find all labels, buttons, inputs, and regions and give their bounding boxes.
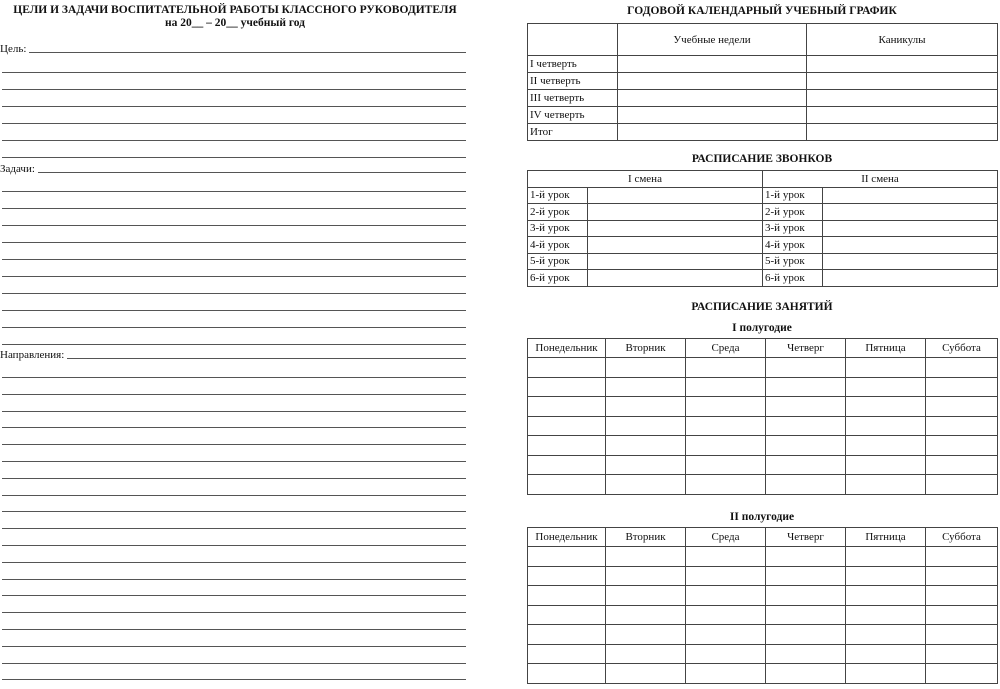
schedule-cell[interactable]: [926, 377, 998, 397]
lesson-label: 5-й урок: [528, 253, 588, 270]
schedule-cell[interactable]: [926, 644, 998, 664]
table-row: [528, 586, 998, 606]
table-row: [528, 237, 998, 254]
table-row: [528, 455, 998, 475]
ruled-line[interactable]: [2, 545, 466, 546]
goal-label: Цель:: [0, 43, 27, 55]
ruled-line[interactable]: [2, 242, 466, 243]
ruled-line[interactable]: [2, 579, 466, 580]
table-row: [528, 547, 998, 567]
directions-field[interactable]: [0, 349, 466, 361]
half2-title: II полугодие: [729, 511, 795, 523]
goals-subtitle: на 20__ – 20__ учебный год: [165, 17, 305, 29]
ruled-line[interactable]: [2, 72, 466, 73]
ruled-line[interactable]: [2, 344, 466, 345]
ruled-line[interactable]: [2, 259, 466, 260]
bell-time-cell[interactable]: [588, 187, 763, 204]
table-row: [528, 566, 998, 586]
ruled-line[interactable]: [2, 679, 466, 680]
annual-cell[interactable]: [807, 107, 998, 124]
shift2-header: II смена: [763, 171, 998, 188]
annual-table: [527, 23, 998, 141]
schedule-cell[interactable]: [686, 455, 766, 475]
schedule-cell[interactable]: [528, 605, 606, 625]
goal-line: [29, 51, 466, 53]
table-row: [528, 377, 998, 397]
table-row: [528, 107, 998, 124]
goal-field[interactable]: [0, 43, 466, 55]
lesson-label: 4-й урок: [763, 237, 823, 254]
ruled-line[interactable]: [2, 327, 466, 328]
day-header-wednesday: Среда: [686, 528, 766, 547]
table-row: [528, 664, 998, 684]
bell-time-cell[interactable]: [823, 204, 998, 221]
lesson-label: 5-й урок: [763, 253, 823, 270]
schedule-cell[interactable]: [766, 377, 846, 397]
day-header-friday: Пятница: [846, 528, 926, 547]
schedule-cell[interactable]: [606, 566, 686, 586]
annual-weeks-header: Учебные недели: [618, 24, 807, 56]
schedule-cell[interactable]: [766, 586, 846, 606]
ruled-line[interactable]: [2, 646, 466, 647]
table-row: [528, 397, 998, 417]
schedule-cell[interactable]: [926, 566, 998, 586]
ruled-line[interactable]: [2, 89, 466, 90]
ruled-line[interactable]: [2, 495, 466, 496]
bell-time-cell[interactable]: [588, 270, 763, 287]
annual-cell[interactable]: [618, 56, 807, 73]
table-row: [528, 73, 998, 90]
annual-cell[interactable]: [807, 90, 998, 107]
schedule-cell[interactable]: [766, 475, 846, 495]
table-row: [528, 124, 998, 141]
schedule-cell[interactable]: [926, 455, 998, 475]
annual-cell[interactable]: [807, 124, 998, 141]
schedule-cell[interactable]: [766, 664, 846, 684]
bell-time-cell[interactable]: [823, 237, 998, 254]
goals-title: ЦЕЛИ И ЗАДАЧИ ВОСПИТАТЕЛЬНОЙ РАБОТЫ КЛАССНОГО РУКОВОДИТЕЛЯ: [13, 4, 457, 16]
schedule-cell[interactable]: [606, 377, 686, 397]
schedule-cell[interactable]: [766, 455, 846, 475]
ruled-line[interactable]: [2, 444, 466, 445]
table-row: [528, 187, 998, 204]
schedule-cell[interactable]: [606, 436, 686, 456]
schedule-cell[interactable]: [846, 377, 926, 397]
schedule-cell[interactable]: [528, 644, 606, 664]
bell-time-cell[interactable]: [588, 220, 763, 237]
schedule-cell[interactable]: [686, 625, 766, 645]
table-row: [528, 644, 998, 664]
day-header-saturday: Суббота: [926, 528, 998, 547]
schedule-cell[interactable]: [528, 358, 606, 378]
schedule-cell[interactable]: [766, 625, 846, 645]
ruled-line[interactable]: [2, 276, 466, 277]
day-header-saturday: Суббота: [926, 339, 998, 358]
bell-time-cell[interactable]: [588, 253, 763, 270]
schedule-cell[interactable]: [766, 547, 846, 567]
bell-time-cell[interactable]: [588, 237, 763, 254]
ruled-line[interactable]: [2, 106, 466, 107]
annual-row-label: III четверть: [528, 90, 618, 107]
shift1-header: I смена: [528, 171, 763, 188]
schedule-cell[interactable]: [686, 377, 766, 397]
schedule-cell[interactable]: [606, 547, 686, 567]
day-header-tuesday: Вторник: [606, 528, 686, 547]
table-header-row: [528, 528, 998, 547]
schedule-cell[interactable]: [846, 358, 926, 378]
schedule-cell[interactable]: [926, 664, 998, 684]
annual-corner-cell: [528, 24, 618, 56]
day-header-monday: Понедельник: [528, 339, 606, 358]
schedule-cell[interactable]: [606, 644, 686, 664]
annual-cell[interactable]: [807, 73, 998, 90]
schedule-half2-table: [527, 527, 998, 684]
table-row: [528, 605, 998, 625]
schedule-cell[interactable]: [528, 455, 606, 475]
ruled-line[interactable]: [2, 528, 466, 529]
schedule-cell[interactable]: [686, 644, 766, 664]
day-header-monday: Понедельник: [528, 528, 606, 547]
schedule-cell[interactable]: [766, 605, 846, 625]
schedule-cell[interactable]: [766, 644, 846, 664]
schedule-cell[interactable]: [528, 397, 606, 417]
schedule-cell[interactable]: [686, 566, 766, 586]
annual-cell[interactable]: [618, 124, 807, 141]
lesson-label: 4-й урок: [528, 237, 588, 254]
schedule-cell[interactable]: [528, 475, 606, 495]
ruled-line[interactable]: [2, 377, 466, 378]
tasks-line: [38, 171, 466, 173]
ruled-line[interactable]: [2, 191, 466, 192]
schedule-cell[interactable]: [686, 547, 766, 567]
lesson-label: 3-й урок: [528, 220, 588, 237]
day-header-thursday: Четверг: [766, 528, 846, 547]
schedule-cell[interactable]: [766, 397, 846, 417]
schedule-cell[interactable]: [686, 475, 766, 495]
schedule-cell[interactable]: [766, 358, 846, 378]
annual-cell[interactable]: [807, 56, 998, 73]
annual-row-label: Итог: [528, 124, 618, 141]
schedule-cell[interactable]: [846, 547, 926, 567]
ruled-line[interactable]: [2, 157, 466, 158]
schedule-cell[interactable]: [846, 416, 926, 436]
schedule-cell[interactable]: [846, 475, 926, 495]
annual-title: ГОДОВОЙ КАЛЕНДАРНЫЙ УЧЕБНЫЙ ГРАФИК: [627, 5, 897, 17]
ruled-line[interactable]: [2, 123, 466, 124]
schedule-cell[interactable]: [686, 605, 766, 625]
schedule-cell[interactable]: [606, 397, 686, 417]
schedule-cell[interactable]: [606, 358, 686, 378]
schedule-cell[interactable]: [686, 416, 766, 436]
day-header-tuesday: Вторник: [606, 339, 686, 358]
schedule-half1-table: [527, 338, 998, 495]
bell-time-cell[interactable]: [823, 187, 998, 204]
tasks-field[interactable]: [0, 163, 466, 175]
schedule-cell[interactable]: [686, 397, 766, 417]
schedule-cell[interactable]: [606, 664, 686, 684]
bell-time-cell[interactable]: [823, 253, 998, 270]
ruled-line[interactable]: [2, 461, 466, 462]
left-page: [0, 0, 470, 689]
schedule-cell[interactable]: [528, 547, 606, 567]
annual-cell[interactable]: [618, 107, 807, 124]
table-row: [528, 416, 998, 436]
annual-cell[interactable]: [618, 90, 807, 107]
classes-title: РАСПИСАНИЕ ЗАНЯТИЙ: [691, 301, 833, 313]
ruled-line[interactable]: [2, 394, 466, 395]
schedule-cell[interactable]: [846, 605, 926, 625]
table-row: [528, 436, 998, 456]
ruled-line[interactable]: [2, 293, 466, 294]
directions-line: [67, 357, 466, 359]
ruled-line[interactable]: [2, 478, 466, 479]
lesson-label: 2-й урок: [528, 204, 588, 221]
ruled-line[interactable]: [2, 663, 466, 664]
right-page: [527, 0, 1000, 689]
annual-cell[interactable]: [618, 73, 807, 90]
annual-holidays-header: Каникулы: [807, 24, 998, 56]
lesson-label: 3-й урок: [763, 220, 823, 237]
bells-table: [527, 170, 998, 287]
schedule-cell[interactable]: [528, 566, 606, 586]
annual-row-label: IV четверть: [528, 107, 618, 124]
schedule-cell[interactable]: [686, 586, 766, 606]
schedule-cell[interactable]: [606, 416, 686, 436]
table-row: [528, 475, 998, 495]
ruled-line[interactable]: [2, 562, 466, 563]
bells-title: РАСПИСАНИЕ ЗВОНКОВ: [691, 153, 833, 165]
annual-row-label: II четверть: [528, 73, 618, 90]
ruled-line[interactable]: [2, 208, 466, 209]
schedule-cell[interactable]: [686, 358, 766, 378]
tasks-label: Задачи:: [0, 163, 35, 175]
schedule-cell[interactable]: [926, 586, 998, 606]
ruled-line[interactable]: [2, 595, 466, 596]
lesson-label: 2-й урок: [763, 204, 823, 221]
schedule-cell[interactable]: [686, 436, 766, 456]
schedule-cell[interactable]: [926, 416, 998, 436]
schedule-cell[interactable]: [528, 416, 606, 436]
ruled-line[interactable]: [2, 629, 466, 630]
table-row: [528, 56, 998, 73]
half1-title: I полугодие: [732, 322, 792, 334]
schedule-cell[interactable]: [528, 625, 606, 645]
schedule-cell[interactable]: [846, 436, 926, 456]
lesson-label: 1-й урок: [763, 187, 823, 204]
schedule-cell[interactable]: [606, 625, 686, 645]
schedule-cell[interactable]: [926, 436, 998, 456]
ruled-line[interactable]: [2, 310, 466, 311]
bell-time-cell[interactable]: [823, 220, 998, 237]
bell-time-cell[interactable]: [588, 204, 763, 221]
ruled-line[interactable]: [2, 140, 466, 141]
day-header-wednesday: Среда: [686, 339, 766, 358]
table-header-row: [528, 339, 998, 358]
schedule-cell[interactable]: [766, 566, 846, 586]
lesson-label: 6-й урок: [763, 270, 823, 287]
schedule-cell[interactable]: [926, 547, 998, 567]
schedule-cell[interactable]: [528, 436, 606, 456]
table-row: [528, 270, 998, 287]
bell-time-cell[interactable]: [823, 270, 998, 287]
schedule-cell[interactable]: [766, 436, 846, 456]
ruled-line[interactable]: [2, 612, 466, 613]
schedule-cell[interactable]: [606, 586, 686, 606]
schedule-cell[interactable]: [686, 664, 766, 684]
table-row: [528, 220, 998, 237]
schedule-cell[interactable]: [528, 664, 606, 684]
day-header-thursday: Четверг: [766, 339, 846, 358]
schedule-cell[interactable]: [926, 397, 998, 417]
ruled-line[interactable]: [2, 511, 466, 512]
ruled-line[interactable]: [2, 411, 466, 412]
ruled-line[interactable]: [2, 225, 466, 226]
day-header-friday: Пятница: [846, 339, 926, 358]
schedule-cell[interactable]: [606, 605, 686, 625]
schedule-cell[interactable]: [926, 358, 998, 378]
schedule-cell[interactable]: [846, 644, 926, 664]
table-row: [528, 90, 998, 107]
schedule-cell[interactable]: [528, 377, 606, 397]
schedule-cell[interactable]: [846, 625, 926, 645]
schedule-cell[interactable]: [606, 475, 686, 495]
lesson-label: 1-й урок: [528, 187, 588, 204]
schedule-cell[interactable]: [528, 586, 606, 606]
schedule-cell[interactable]: [846, 397, 926, 417]
schedule-cell[interactable]: [606, 455, 686, 475]
annual-row-label: I четверть: [528, 56, 618, 73]
table-row: [528, 358, 998, 378]
schedule-cell[interactable]: [846, 455, 926, 475]
table-row: [528, 625, 998, 645]
schedule-cell[interactable]: [926, 475, 998, 495]
lesson-label: 6-й урок: [528, 270, 588, 287]
table-row: [528, 253, 998, 270]
schedule-cell[interactable]: [846, 566, 926, 586]
schedule-cell[interactable]: [846, 664, 926, 684]
schedule-cell[interactable]: [926, 605, 998, 625]
table-row: [528, 204, 998, 221]
directions-label: Направления:: [0, 349, 65, 361]
ruled-line[interactable]: [2, 427, 466, 428]
schedule-cell[interactable]: [846, 586, 926, 606]
schedule-cell[interactable]: [766, 416, 846, 436]
schedule-cell[interactable]: [926, 625, 998, 645]
